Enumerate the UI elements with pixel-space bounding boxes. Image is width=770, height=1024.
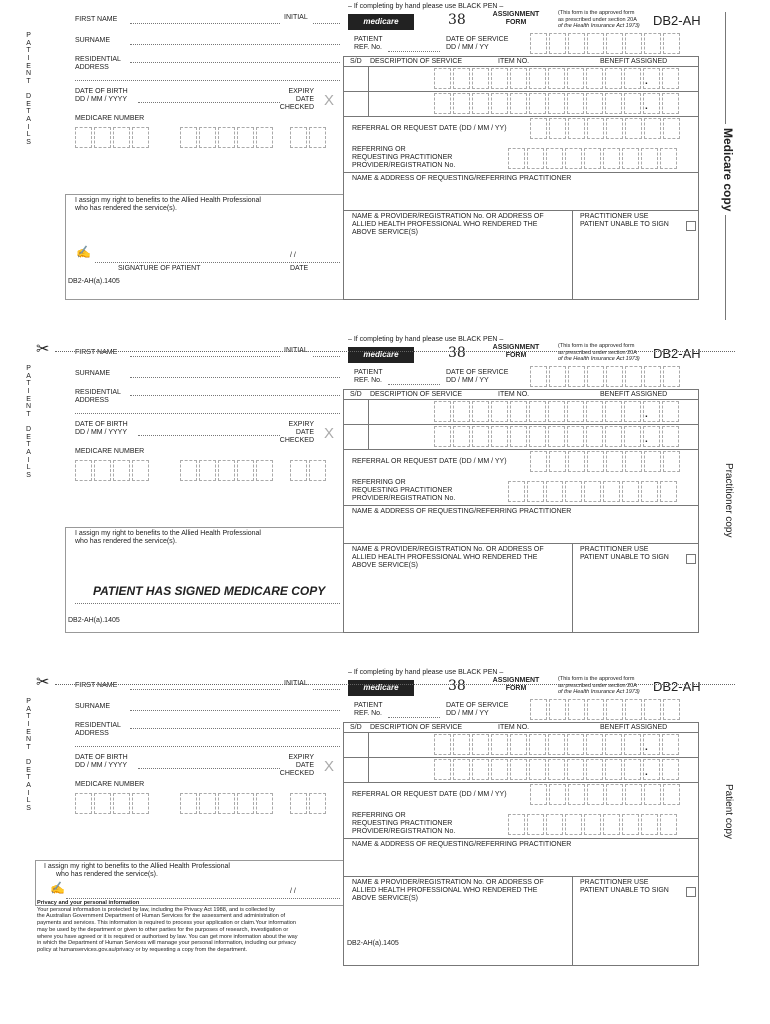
footer-code: DB2-AH(a).1405 xyxy=(68,278,120,285)
patient-details-letter: S xyxy=(26,471,31,479)
dob-label: DATE OF BIRTH xyxy=(75,88,128,95)
scissors-icon: ✂ xyxy=(36,341,50,358)
patient-ref-label-2: REF. No. xyxy=(354,377,383,384)
name-address-ref-label: NAME & ADDRESS OF REQUESTING/REFERRING PRACTITIONER xyxy=(352,175,572,182)
service-row-1-boxes[interactable] xyxy=(434,401,679,422)
black-pen-note: – If completing by hand please use BLACK PEN – xyxy=(348,669,504,676)
checked-label: CHECKED xyxy=(279,104,314,111)
patient-details-letter: E xyxy=(26,62,31,70)
item-no-header: ITEM NO. xyxy=(498,58,530,65)
initial-label: INITIAL xyxy=(284,680,308,687)
practitioner-copy-label: Practitioner copy xyxy=(723,463,734,538)
expiry-x-mark: X xyxy=(324,425,335,442)
assignment-title: ASSIGNMENT xyxy=(492,11,540,18)
date-label: DATE xyxy=(290,265,309,272)
copy-side-label xyxy=(723,463,735,537)
patient-ref-label-1: PATIENT xyxy=(354,369,383,376)
assign-line-1: I assign my right to benefits to the Allied Health Professional xyxy=(75,197,261,204)
referring-provider-boxes[interactable] xyxy=(508,148,677,169)
surname-label: SURNAME xyxy=(75,703,111,710)
address-field-2[interactable] xyxy=(75,413,340,414)
privacy-l1: Your personal information is protected by law, including the Privacy Act 1988, and is collected by xyxy=(37,906,275,913)
dob-format: DD / MM / YYYY xyxy=(75,96,127,103)
patient-details-letter: I xyxy=(27,123,30,131)
first-name-field[interactable] xyxy=(130,689,280,690)
referral-date-label: REFERRAL OR REQUEST DATE (DD / MM / YY) xyxy=(352,125,507,132)
row-1-decimal: . xyxy=(645,409,648,420)
patient-details-letter: I xyxy=(27,721,30,729)
signature-date-slashes: / / xyxy=(290,252,296,259)
form-code: DB2-AH xyxy=(653,346,701,361)
row-2-decimal: . xyxy=(645,767,648,778)
patient-ref-field[interactable] xyxy=(388,384,440,385)
patient-details-letter: E xyxy=(26,433,31,441)
first-name-field[interactable] xyxy=(130,356,280,357)
dob-label: DATE OF BIRTH xyxy=(75,421,128,428)
referral-date-boxes[interactable] xyxy=(530,118,680,139)
surname-field[interactable] xyxy=(130,710,340,711)
referring-label-1: REFERRING OR xyxy=(352,812,406,819)
referring-label-3: PROVIDER/REGISTRATION No. xyxy=(352,828,456,835)
patient-details-letter: S xyxy=(26,138,31,146)
sd-header: S/D xyxy=(350,391,362,398)
patient-details-letter: T xyxy=(26,78,31,86)
assign-line-2: who has rendered the service(s). xyxy=(75,538,177,545)
initial-field[interactable] xyxy=(313,23,340,24)
referring-provider-boxes[interactable] xyxy=(508,814,677,835)
patient-ref-field[interactable] xyxy=(388,51,440,52)
patient-details-letter: D xyxy=(26,425,32,433)
form-title: FORM xyxy=(505,685,527,692)
service-row-1-boxes[interactable] xyxy=(434,68,679,89)
signature-label: SIGNATURE OF PATIENT xyxy=(118,265,201,272)
expiry-label: EXPIRY xyxy=(288,421,314,428)
copy-side-label xyxy=(720,128,734,211)
privacy-title: Privacy and your personal information xyxy=(37,900,140,906)
service-row-2-boxes[interactable] xyxy=(434,93,679,114)
date-of-service-label: DATE OF SERVICE xyxy=(446,36,509,43)
signature-date-slashes: / / xyxy=(290,888,296,895)
practitioner-copy-sheet xyxy=(0,333,770,653)
dob-field[interactable] xyxy=(138,102,280,103)
unable-to-sign-checkbox[interactable] xyxy=(686,221,696,231)
form-title: FORM xyxy=(505,352,527,359)
practitioner-use-label: PRACTITIONER USE xyxy=(580,213,649,220)
patient-copy-sheet xyxy=(0,666,770,986)
name-address-ref-label: NAME & ADDRESS OF REQUESTING/REFERRING PRACTITIONER xyxy=(352,841,572,848)
patient-details-letter: I xyxy=(27,55,30,63)
approved-line-2: as prescribed under section 20A xyxy=(558,16,637,23)
privacy-l5: where you have agreed or it is required or authorised by law. You can get more information about the way xyxy=(37,933,298,940)
service-row-2-boxes[interactable] xyxy=(434,759,679,780)
assignment-title: ASSIGNMENT xyxy=(492,344,540,351)
initial-field[interactable] xyxy=(313,689,340,690)
side-rule-bottom xyxy=(725,215,726,320)
date-of-service-label: DATE OF SERVICE xyxy=(446,702,509,709)
medicare-number-boxes-3[interactable] xyxy=(290,793,326,814)
address-field-1[interactable] xyxy=(130,728,340,729)
patient-ref-label-1: PATIENT xyxy=(354,36,383,43)
address-field-2[interactable] xyxy=(75,80,340,81)
date-of-service-label: DATE OF SERVICE xyxy=(446,369,509,376)
patient-details-vertical xyxy=(26,698,31,813)
benefit-header: BENEFIT ASSIGNED xyxy=(600,58,668,65)
row-1-decimal: . xyxy=(645,76,648,87)
approved-line-2: as prescribed under section 20A xyxy=(558,682,637,689)
practitioner-use-label: PRACTITIONER USE xyxy=(580,546,649,553)
first-name-label: FIRST NAME xyxy=(75,682,118,689)
privacy-notice xyxy=(37,900,337,954)
medicare-number-boxes-2[interactable] xyxy=(180,793,273,814)
name-address-ref-label: NAME & ADDRESS OF REQUESTING/REFERRING PRACTITIONER xyxy=(352,508,572,515)
residential-label: RESIDENTIAL xyxy=(75,389,121,396)
ahp-label-2: ALLIED HEALTH PROFESSIONAL WHO RENDERED THE xyxy=(352,554,538,561)
approved-note xyxy=(558,343,640,363)
date-of-service-boxes[interactable] xyxy=(530,699,680,720)
date-of-service-format: DD / MM / YY xyxy=(446,377,489,384)
black-pen-note: – If completing by hand please use BLACK PEN – xyxy=(348,336,504,343)
medicare-logo: medicare xyxy=(348,680,414,696)
row-1-decimal: . xyxy=(645,742,648,753)
patient-details-vertical xyxy=(26,32,31,147)
patient-details-letter: N xyxy=(26,736,32,744)
patient-details-letter: A xyxy=(26,115,31,123)
patient-details-letter: A xyxy=(26,372,31,380)
ahp-label-1: NAME & PROVIDER/REGISTRATION No. OR ADDRESS OF xyxy=(352,879,544,886)
referral-date-boxes[interactable] xyxy=(530,451,680,472)
referring-label-3: PROVIDER/REGISTRATION No. xyxy=(352,162,456,169)
address-field-1[interactable] xyxy=(130,395,340,396)
form-title: FORM xyxy=(505,19,527,26)
patient-copy-label: Patient copy xyxy=(723,784,734,840)
medicare-number-boxes-2[interactable] xyxy=(180,460,273,481)
item-no-header: ITEM NO. xyxy=(498,391,530,398)
first-name-label: FIRST NAME xyxy=(75,16,118,23)
unable-to-sign-label: PATIENT UNABLE TO SIGN xyxy=(580,887,669,894)
medicare-copy-label: Medicare copy xyxy=(721,128,735,212)
privacy-l2: the Australian Government Department of Human Services for the assessment and administration of xyxy=(37,913,286,920)
patient-ref-label-1: PATIENT xyxy=(354,702,383,709)
patient-details-letter: T xyxy=(26,441,31,449)
medicare-number-boxes-2[interactable] xyxy=(180,127,273,148)
form-number: 38 xyxy=(448,345,466,361)
approved-line-1: (This form is the approved form xyxy=(558,676,635,682)
patient-details-letter: I xyxy=(27,789,30,797)
medicare-number-boxes-1[interactable] xyxy=(75,793,149,814)
row-2-decimal: . xyxy=(645,101,648,112)
unable-to-sign-checkbox[interactable] xyxy=(686,887,696,897)
approved-line-3: of the Health Insurance Act 1973) xyxy=(558,23,640,30)
referring-label-1: REFERRING OR xyxy=(352,479,406,486)
medicare-number-boxes-1[interactable] xyxy=(75,460,149,481)
patient-details-letter: A xyxy=(26,39,31,47)
medicare-number-boxes-1[interactable] xyxy=(75,127,149,148)
surname-label: SURNAME xyxy=(75,370,111,377)
medicare-number-label: MEDICARE NUMBER xyxy=(75,115,145,122)
form-number: 38 xyxy=(448,678,466,694)
patient-ref-field[interactable] xyxy=(388,717,440,718)
referring-label-3: PROVIDER/REGISTRATION No. xyxy=(352,495,456,502)
approved-line-1: (This form is the approved form xyxy=(558,343,635,349)
patient-details-letter: L xyxy=(26,464,31,472)
patient-details-letter: T xyxy=(26,380,31,388)
service-row-1-boxes[interactable] xyxy=(434,734,679,755)
date-of-service-boxes[interactable] xyxy=(530,366,680,387)
residential-label: RESIDENTIAL xyxy=(75,56,121,63)
signature-field[interactable] xyxy=(66,898,340,899)
dob-format: DD / MM / YYYY xyxy=(75,762,127,769)
pen-icon: ✍ xyxy=(50,881,65,895)
description-header: DESCRIPTION OF SERVICE xyxy=(370,724,463,731)
ahp-label-1: NAME & PROVIDER/REGISTRATION No. OR ADDRESS OF xyxy=(352,213,544,220)
ahp-label-1: NAME & PROVIDER/REGISTRATION No. OR ADDRESS OF xyxy=(352,546,544,553)
patient-details-letter: E xyxy=(26,766,31,774)
medicare-logo: medicare xyxy=(348,347,414,363)
medicare-logo: medicare xyxy=(348,14,414,30)
patient-details-letter: P xyxy=(26,698,31,705)
address-label: ADDRESS xyxy=(75,64,109,71)
patient-details-letter: N xyxy=(26,70,32,78)
dob-field[interactable] xyxy=(138,768,280,769)
item-no-header: ITEM NO. xyxy=(498,724,530,731)
patient-details-letter: T xyxy=(26,744,31,752)
service-row-2-boxes[interactable] xyxy=(434,426,679,447)
assignment-title: ASSIGNMENT xyxy=(492,677,540,684)
expiry-label: EXPIRY xyxy=(288,754,314,761)
patient-details-letter: N xyxy=(26,403,32,411)
ahp-label-3: ABOVE SERVICE(S) xyxy=(352,895,419,902)
first-name-field[interactable] xyxy=(130,23,280,24)
referring-label-1: REFERRING OR xyxy=(352,146,406,153)
patient-details-letter: E xyxy=(26,728,31,736)
dob-label: DATE OF BIRTH xyxy=(75,754,128,761)
referral-date-label: REFERRAL OR REQUEST DATE (DD / MM / YY) xyxy=(352,458,507,465)
patient-details-letter: I xyxy=(27,388,30,396)
expiry-x-mark: X xyxy=(324,758,335,775)
address-label: ADDRESS xyxy=(75,397,109,404)
expiry-date-label: DATE xyxy=(295,429,314,436)
referring-provider-boxes[interactable] xyxy=(508,481,677,502)
date-of-service-format: DD / MM / YY xyxy=(446,710,489,717)
footer-code: DB2-AH(a).1405 xyxy=(68,617,120,624)
black-pen-note: – If completing by hand please use BLACK PEN – xyxy=(348,3,504,10)
medicare-number-label: MEDICARE NUMBER xyxy=(75,448,145,455)
sd-header: S/D xyxy=(350,724,362,731)
row-2-decimal: . xyxy=(645,434,648,445)
referring-label-2: REQUESTING PRACTITIONER xyxy=(352,487,453,494)
patient-details-letter: T xyxy=(26,774,31,782)
assign-line-1: I assign my right to benefits to the Allied Health Professional xyxy=(75,530,261,537)
surname-label: SURNAME xyxy=(75,37,111,44)
medicare-copy-sheet xyxy=(0,0,770,320)
initial-field[interactable] xyxy=(313,356,340,357)
initial-label: INITIAL xyxy=(284,347,308,354)
footer-code: DB2-AH(a).1405 xyxy=(347,940,399,947)
approved-note xyxy=(558,676,640,696)
expiry-label: EXPIRY xyxy=(288,88,314,95)
patient-details-letter: T xyxy=(26,108,31,116)
dob-field[interactable] xyxy=(138,435,280,436)
date-of-service-format: DD / MM / YY xyxy=(446,44,489,51)
privacy-l6: in which the Department of Human Services will manage your personal information, including our privacy xyxy=(37,940,296,947)
side-rule-top xyxy=(725,12,726,124)
unable-to-sign-label: PATIENT UNABLE TO SIGN xyxy=(580,221,669,228)
scissors-icon: ✂ xyxy=(36,674,50,691)
referral-date-label: REFERRAL OR REQUEST DATE (DD / MM / YY) xyxy=(352,791,507,798)
checked-label: CHECKED xyxy=(279,770,314,777)
approved-line-2: as prescribed under section 20A xyxy=(558,349,637,356)
copy-side-label xyxy=(723,784,735,839)
patient-details-letter: A xyxy=(26,781,31,789)
patient-details-letter: T xyxy=(26,411,31,419)
cut-line xyxy=(55,684,735,685)
approved-line-1: (This form is the approved form xyxy=(558,10,635,16)
address-label: ADDRESS xyxy=(75,730,109,737)
patient-details-letter: T xyxy=(26,713,31,721)
patient-details-letter: E xyxy=(26,395,31,403)
referring-label-2: REQUESTING PRACTITIONER xyxy=(352,154,453,161)
sd-header: S/D xyxy=(350,58,362,65)
expiry-x-mark: X xyxy=(324,92,335,109)
form-code: DB2-AH xyxy=(653,13,701,28)
approved-line-3: of the Health Insurance Act 1973) xyxy=(558,689,640,696)
form-code: DB2-AH xyxy=(653,679,701,694)
unable-to-sign-checkbox[interactable] xyxy=(686,554,696,564)
date-of-service-boxes[interactable] xyxy=(530,33,680,54)
privacy-l7: policy at humanservices.gov.au/privacy or by requesting a copy from the department. xyxy=(37,946,248,953)
patient-ref-label-2: REF. No. xyxy=(354,710,383,717)
referring-label-2: REQUESTING PRACTITIONER xyxy=(352,820,453,827)
ahp-label-2: ALLIED HEALTH PROFESSIONAL WHO RENDERED THE xyxy=(352,221,538,228)
patient-details-letter: P xyxy=(26,365,31,372)
patient-details-letter: P xyxy=(26,32,31,39)
assign-line-1: I assign my right to benefits to the Allied Health Professional xyxy=(44,863,230,870)
initial-label: INITIAL xyxy=(284,14,308,21)
referral-date-boxes[interactable] xyxy=(530,784,680,805)
assign-line-2: who has rendered the service(s). xyxy=(56,871,158,878)
benefit-header: BENEFIT ASSIGNED xyxy=(600,391,668,398)
patient-ref-label-2: REF. No. xyxy=(354,44,383,51)
patient-details-letter: D xyxy=(26,92,32,100)
patient-signed-note: PATIENT HAS SIGNED MEDICARE COPY xyxy=(93,584,326,598)
expiry-date-label: DATE xyxy=(295,762,314,769)
ahp-label-2: ALLIED HEALTH PROFESSIONAL WHO RENDERED THE xyxy=(352,887,538,894)
patient-details-letter: S xyxy=(26,804,31,812)
medicare-number-boxes-3[interactable] xyxy=(290,127,326,148)
patient-details-letter: A xyxy=(26,448,31,456)
description-header: DESCRIPTION OF SERVICE xyxy=(370,391,463,398)
checked-label: CHECKED xyxy=(279,437,314,444)
ahp-label-3: ABOVE SERVICE(S) xyxy=(352,229,419,236)
patient-details-letter: I xyxy=(27,456,30,464)
patient-details-letter: T xyxy=(26,47,31,55)
patient-details-vertical xyxy=(26,365,31,480)
practitioner-use-label: PRACTITIONER USE xyxy=(580,879,649,886)
approved-note xyxy=(558,10,640,30)
surname-field[interactable] xyxy=(130,44,340,45)
patient-details-letter: A xyxy=(26,705,31,713)
unable-to-sign-label: PATIENT UNABLE TO SIGN xyxy=(580,554,669,561)
pen-icon: ✍ xyxy=(76,245,91,259)
privacy-l4: may be used by the department or given to other parties for the purposes of research, investigation or xyxy=(37,926,289,933)
privacy-l3: payments and services. This information is required to process your application or claim.Your information xyxy=(37,920,296,927)
address-field-2[interactable] xyxy=(75,746,340,747)
cut-line xyxy=(55,351,735,352)
patient-details-letter: E xyxy=(26,100,31,108)
medicare-number-boxes-3[interactable] xyxy=(290,460,326,481)
ahp-label-3: ABOVE SERVICE(S) xyxy=(352,562,419,569)
patient-details-letter: L xyxy=(26,797,31,805)
medicare-number-label: MEDICARE NUMBER xyxy=(75,781,145,788)
address-field-1[interactable] xyxy=(130,62,340,63)
description-header: DESCRIPTION OF SERVICE xyxy=(370,58,463,65)
residential-label: RESIDENTIAL xyxy=(75,722,121,729)
form-number: 38 xyxy=(448,12,466,28)
dob-format: DD / MM / YYYY xyxy=(75,429,127,436)
patient-details-letter: L xyxy=(26,131,31,139)
expiry-date-label: DATE xyxy=(295,96,314,103)
signature-field[interactable] xyxy=(95,262,340,263)
first-name-label: FIRST NAME xyxy=(75,349,118,356)
surname-field[interactable] xyxy=(130,377,340,378)
approved-line-3: of the Health Insurance Act 1973) xyxy=(558,356,640,363)
patient-details-letter: D xyxy=(26,758,32,766)
assign-line-2: who has rendered the service(s). xyxy=(75,205,177,212)
benefit-header: BENEFIT ASSIGNED xyxy=(600,724,668,731)
signature-field[interactable] xyxy=(75,603,340,604)
